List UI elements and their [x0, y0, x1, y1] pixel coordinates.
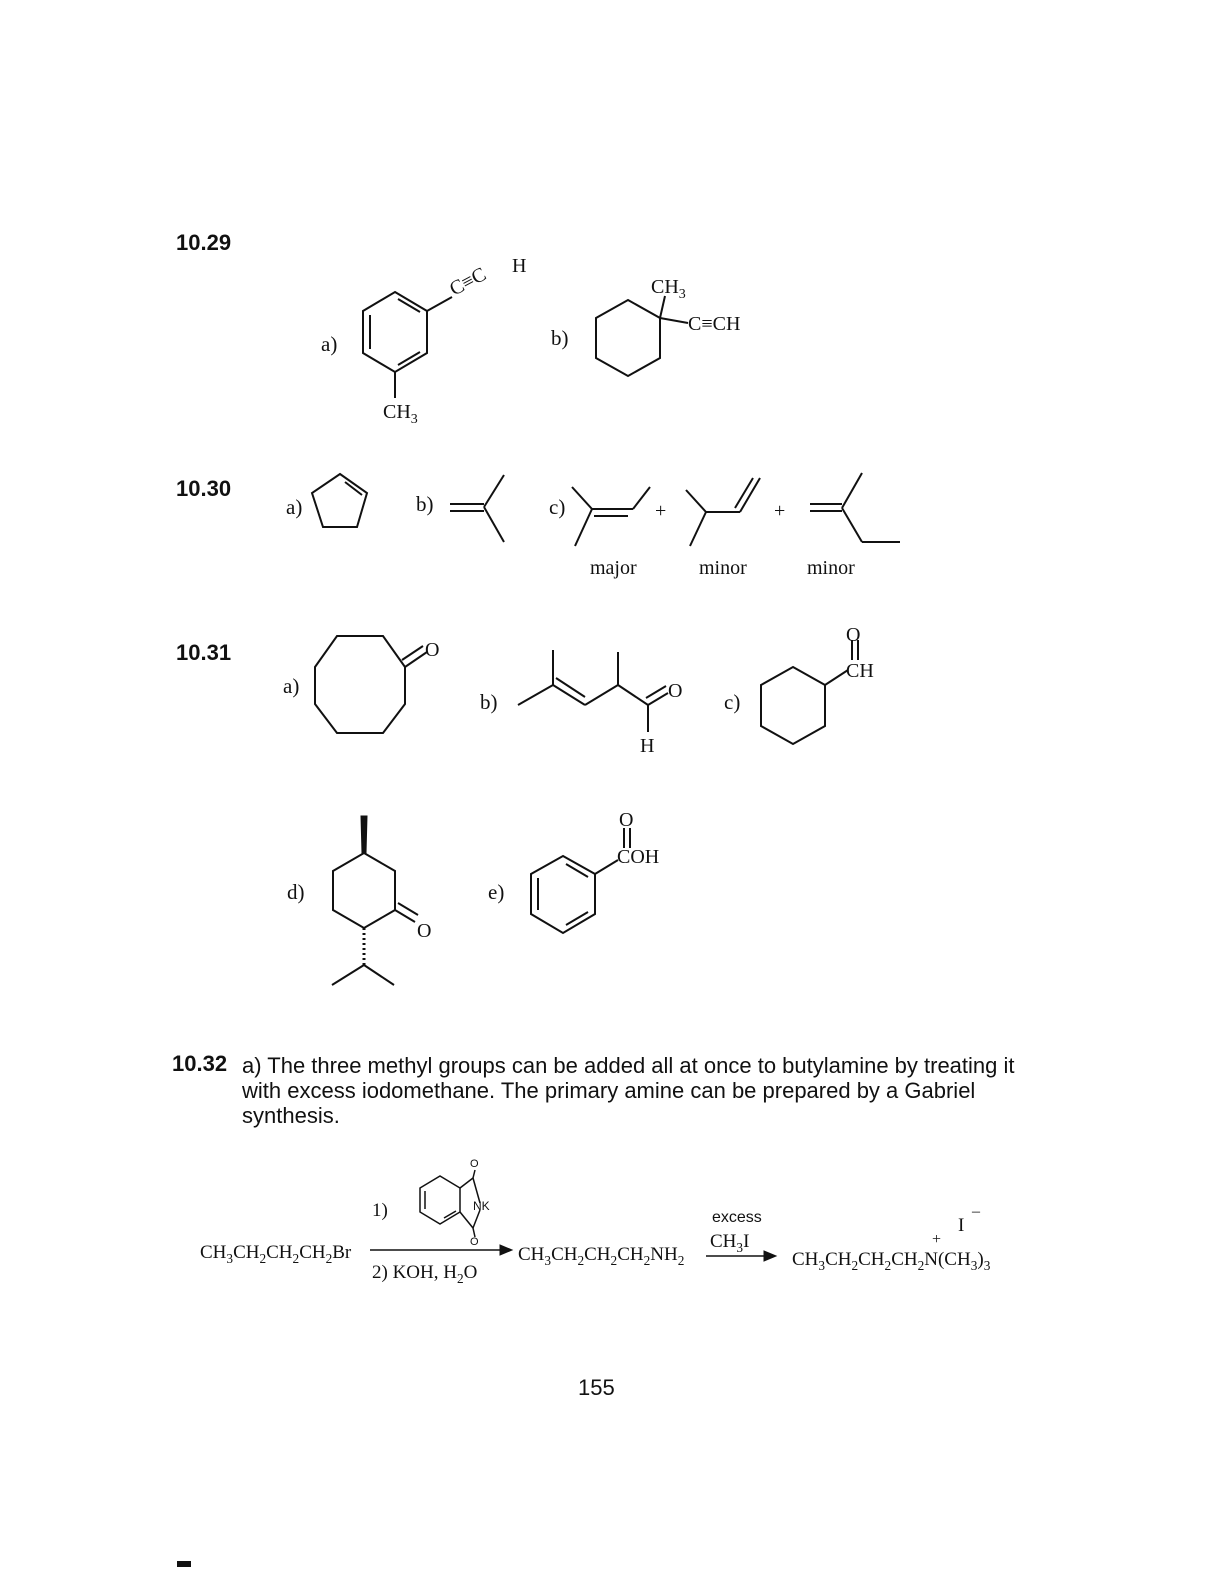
methyl-label-10-29b: $CH_3$ [651, 276, 686, 302]
alkyne-label-10-29b: C≡CH [688, 313, 741, 335]
plus-sign-1: + [655, 500, 667, 522]
oxygen-label-10-31a: O [425, 639, 440, 661]
benzene-ring-10-29a [363, 292, 452, 398]
plus-sign-2: + [774, 500, 786, 522]
product-label-major: major [590, 557, 637, 579]
aldehyde-chain-10-31b [518, 650, 668, 732]
reaction-arrow-1 [370, 1245, 512, 1255]
page-number: 155 [578, 1375, 615, 1400]
label-10-29a: a) [321, 332, 338, 356]
product-label-minor-1: minor [699, 557, 747, 579]
plus-charge: + [932, 1231, 942, 1248]
label-10-31e: e) [488, 880, 505, 904]
cyclohexane-ring-10-31c [761, 640, 858, 744]
problem-number-10-30: 10.30 [176, 476, 232, 501]
starting-material: $CH_3CH_2CH_2CH_2Br$ [200, 1242, 352, 1266]
alkene-minor2-10-30c [810, 473, 900, 542]
menthone-10-31d [332, 816, 418, 985]
oxygen-label-10-31d: O [417, 920, 432, 942]
phthalimide-oxygen-top: O [470, 1158, 479, 1170]
product-label-minor-2: minor [807, 557, 855, 579]
cyclooctanone-10-31a [315, 636, 427, 733]
cyclohexane-ring-10-29b [596, 296, 688, 376]
methyl-label-10-29a: $CH_3$ [383, 401, 418, 427]
problem-number-10-32: 10.32 [172, 1051, 228, 1076]
label-10-30a: a) [286, 495, 303, 519]
label-10-31a: a) [283, 674, 300, 698]
label-10-31c: c) [724, 690, 741, 714]
oxygen-label-10-31b: O [668, 680, 683, 702]
phthalimide-nk-label: NK [473, 1199, 490, 1213]
phthalimide-oxygen-bottom: O [470, 1236, 479, 1248]
benzoic-acid-10-31e [531, 828, 630, 933]
problem-number-10-29: 10.29 [176, 230, 232, 255]
label-10-31b: b) [480, 690, 498, 714]
quaternary-ammonium-product: $CH_3CH_2CH_2CH_2N(CH_3)_3$ [792, 1249, 991, 1273]
step-1-label: 1) [372, 1200, 388, 1221]
oxygen-label-10-31e: O [619, 809, 634, 831]
alkene-10-30b [450, 475, 504, 542]
step-2-label: 2) KOH, $H_2O$ [372, 1262, 478, 1286]
carboxyl-label-10-31e: COH [617, 846, 660, 868]
label-10-29b: b) [551, 326, 569, 350]
excess-label: excess [712, 1209, 762, 1226]
problem-number-10-31: 10.31 [176, 640, 232, 665]
alkene-major-10-30c [572, 487, 650, 546]
label-10-30c: c) [549, 495, 566, 519]
cyclopentene-10-30a [312, 474, 367, 527]
hydrogen-label-10-29a: H [512, 255, 527, 277]
aldehyde-label-10-31c: CH [846, 660, 874, 682]
oxygen-label-10-31c: O [846, 624, 861, 646]
iodomethane-label: $CH_3I$ [710, 1231, 750, 1255]
alkene-minor1-10-30c [686, 478, 760, 546]
minus-charge: – [972, 1203, 980, 1220]
phthalimide-reagent [420, 1170, 480, 1237]
hydrogen-label-10-31b: H [640, 735, 655, 757]
intermediate-amine: $CH_3CH_2CH_2CH_2NH_2$ [518, 1244, 685, 1268]
label-10-30b: b) [416, 492, 434, 516]
alkyne-label-10-29a: C≡C [446, 263, 490, 301]
problem-10-32-text: a) The three methyl groups can be added all at once to butylamine by treating it with excess iodomethane. The primary amine can be prepared by a Gabriel synthesis. [242, 1053, 1015, 1128]
margin-mark [177, 1561, 191, 1567]
label-10-31d: d) [287, 880, 305, 904]
iodide-label: I [958, 1215, 965, 1236]
